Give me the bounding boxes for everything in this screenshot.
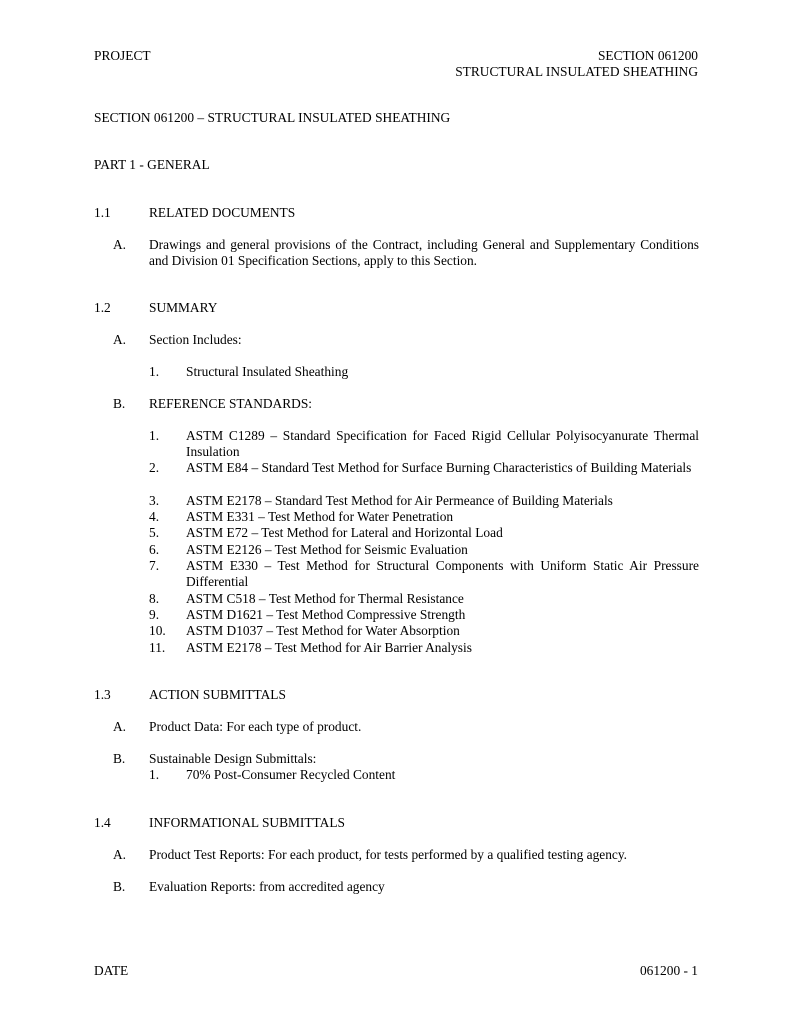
paragraph-text: Product Data: For each type of product. <box>149 719 362 734</box>
list-item-text: ASTM E331 – Test Method for Water Penetration <box>186 509 454 524</box>
article-title: INFORMATIONAL SUBMITTALS <box>149 815 345 830</box>
list-item-text: ASTM C518 – Test Method for Thermal Resistance <box>186 591 464 606</box>
list-item-text: ASTM E2126 – Test Method for Seismic Evaluation <box>186 542 468 557</box>
list-item-text: ASTM E84 – Standard Test Method for Surface Burning Characteristics of Building Materials <box>186 460 692 475</box>
header-project: PROJECT <box>94 48 151 63</box>
list-item-number: 2. <box>149 460 160 475</box>
article-title: SUMMARY <box>149 300 218 315</box>
list-item-text: ASTM C1289 – Standard Specification for Faced Rigid Cellular Polyisocyanurate Thermal Insulation <box>186 428 699 459</box>
list-item-number: 11. <box>149 640 166 655</box>
list-item-text: 70% Post-Consumer Recycled Content <box>186 767 396 782</box>
list-item-text: ASTM E72 – Test Method for Lateral and Horizontal Load <box>186 525 503 540</box>
part-title: PART 1 - GENERAL <box>94 157 210 172</box>
list-item-text: ASTM E2178 – Standard Test Method for Air Permeance of Building Materials <box>186 493 613 508</box>
footer-date: DATE <box>94 963 129 978</box>
list-item-text: ASTM E330 – Test Method for Structural Components with Uniform Static Air Pressure Differential <box>186 558 699 589</box>
list-item-number: 1. <box>149 767 160 782</box>
list-item-number: 5. <box>149 525 160 540</box>
article-title: ACTION SUBMITTALS <box>149 687 286 702</box>
list-item-text: ASTM E2178 – Test Method for Air Barrier Analysis <box>186 640 472 655</box>
list-item-number: 1. <box>149 364 160 379</box>
paragraph-text: Section Includes: <box>149 332 242 347</box>
article-number: 1.2 <box>94 300 111 315</box>
list-item-number: 6. <box>149 542 160 557</box>
header-section-number: SECTION 061200 <box>597 48 698 63</box>
paragraph-label: B. <box>113 396 126 411</box>
footer-page-number: 061200 - 1 <box>639 963 698 978</box>
article-number: 1.4 <box>94 815 111 830</box>
paragraph-label: B. <box>113 879 126 894</box>
list-item-number: 3. <box>149 493 160 508</box>
paragraph-label: A. <box>113 719 127 734</box>
list-item-number: 4. <box>149 509 160 524</box>
list-item-number: 7. <box>149 558 160 573</box>
paragraph-text: Drawings and general provisions of the Contract, including General and Supplementary Conditions and Division 01 Specification Sections, apply to this Section. <box>149 237 699 268</box>
list-item-number: 1. <box>149 428 160 443</box>
list-item-text: ASTM D1037 – Test Method for Water Absorption <box>186 623 460 638</box>
paragraph-text: REFERENCE STANDARDS: <box>149 396 312 411</box>
paragraph-label: B. <box>113 751 126 766</box>
paragraph-text: Evaluation Reports: from accredited agency <box>149 879 385 894</box>
list-item-text: ASTM D1621 – Test Method Compressive Strength <box>186 607 466 622</box>
section-title: SECTION 061200 – STRUCTURAL INSULATED SHEATHING <box>94 110 451 125</box>
paragraph-text: Sustainable Design Submittals: <box>149 751 317 766</box>
paragraph-label: A. <box>113 332 127 347</box>
paragraph-label: A. <box>113 237 127 252</box>
list-item-number: 9. <box>149 607 160 622</box>
list-item-number: 10. <box>149 623 166 638</box>
list-item-text: Structural Insulated Sheathing <box>186 364 349 379</box>
paragraph-label: A. <box>113 847 127 862</box>
paragraph-text: Product Test Reports: For each product, for tests performed by a qualified testing agency. <box>149 847 628 862</box>
list-item-number: 8. <box>149 591 160 606</box>
article-number: 1.3 <box>94 687 111 702</box>
article-number: 1.1 <box>94 205 111 220</box>
article-title: RELATED DOCUMENTS <box>149 205 296 220</box>
header-section-title: STRUCTURAL INSULATED SHEATHING <box>455 64 698 79</box>
